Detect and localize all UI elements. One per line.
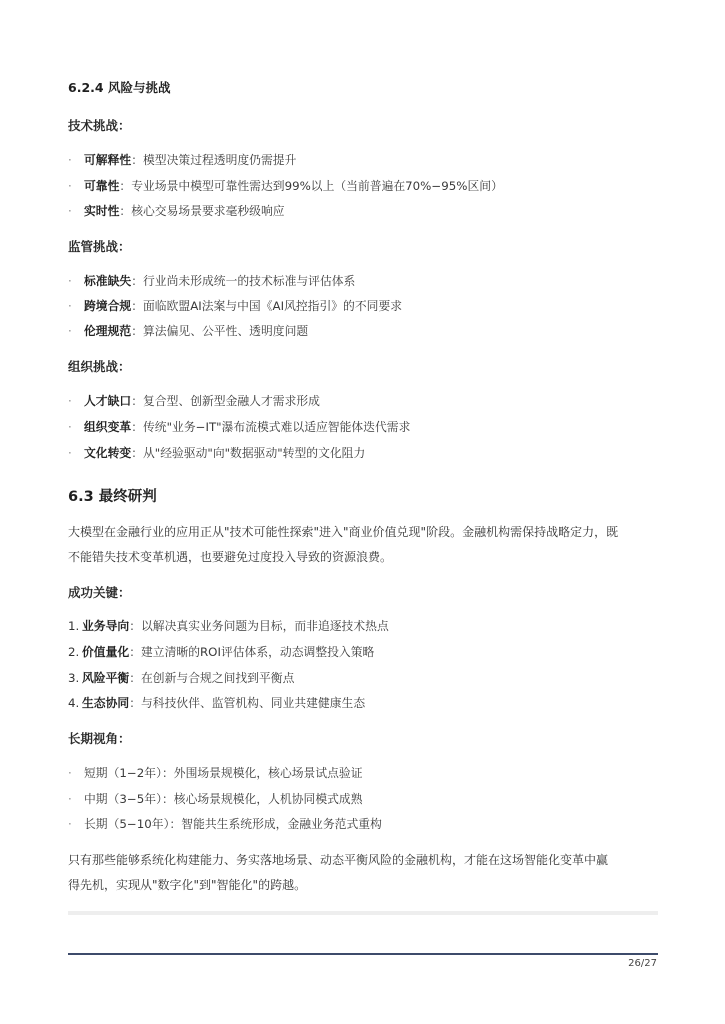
regulatory-challenges-label: 监管挑战： xyxy=(68,239,131,254)
bullet-dot: · xyxy=(68,817,72,831)
long-term-label: 长期视角： xyxy=(68,731,131,746)
bullet-dot: · xyxy=(68,792,72,806)
intro-paragraph: 大模型在金融行业的应用正从"技术可能性探索"进入"商业价值兑现"阶段。金融机构需保持战略定力，既 不能错失技术变革机遇，也要避免过度投入导致的资源浪费。 xyxy=(68,525,619,564)
bullet-dot: · xyxy=(68,324,72,338)
numbered-item: 1. 业务导向：以解决真实业务问题为目标，而非追逐技术热点 xyxy=(68,619,389,633)
page-number: 26/27 xyxy=(628,958,657,969)
success-keys-label: 成功关键： xyxy=(68,585,131,600)
footer-rule xyxy=(68,953,658,955)
bullet-dot: · xyxy=(68,420,72,434)
bullet-dot: · xyxy=(68,153,72,167)
bullet-dot: · xyxy=(68,274,72,288)
closing-paragraph: 只有那些能够系统化构建能力、务实落地场景、动态平衡风险的金融机构，才能在这场智能化变革中赢 得先机，实现从"数字化"到"智能化"的跨越。 xyxy=(68,853,609,892)
section-624-heading: 6.2.4 风险与挑战 xyxy=(68,80,171,95)
section-divider xyxy=(68,911,658,915)
bullet-dot: · xyxy=(68,179,72,193)
numbered-item: 4. 生态协同：与科技伙伴、监管机构、同业共建健康生态 xyxy=(68,696,366,710)
list-item: · 伦理规范：算法偏见、公平性、透明度问题 xyxy=(68,324,309,338)
section-63-heading: 6.3 最终研判 xyxy=(68,489,157,505)
list-item: · 长期（5−10年）：智能共生系统形成，金融业务范式重构 xyxy=(68,817,382,831)
list-item: · 可解释性：模型决策过程透明度仍需提升 xyxy=(68,153,297,167)
list-item: · 人才缺口：复合型、创新型金融人才需求形成 xyxy=(68,394,320,408)
bullet-dot: · xyxy=(68,299,72,313)
list-item: · 文化转变：从"经验驱动"向"数据驱动"转型的文化阻力 xyxy=(68,446,366,460)
list-item: · 实时性：核心交易场景要求毫秒级响应 xyxy=(68,204,285,218)
list-item: · 组织变革：传统"业务−IT"瀑布流模式难以适应智能体迭代需求 xyxy=(68,420,411,434)
tech-challenges-label: 技术挑战： xyxy=(68,118,131,133)
bullet-dot: · xyxy=(68,204,72,218)
list-item: · 可靠性：专业场景中模型可靠性需达到99%以上（当前普遍在70%−95%区间） xyxy=(68,179,503,193)
list-item: · 跨境合规：面临欧盟AI法案与中国《AI风控指引》的不同要求 xyxy=(68,299,403,313)
list-item: · 短期（1−2年）：外围场景规模化，核心场景试点验证 xyxy=(68,766,363,780)
list-item: · 中期（3−5年）：核心场景规模化，人机协同模式成熟 xyxy=(68,792,363,806)
numbered-item: 2. 价值量化：建立清晰的ROI评估体系，动态调整投入策略 xyxy=(68,645,375,659)
bullet-dot: · xyxy=(68,766,72,780)
bullet-dot: · xyxy=(68,394,72,408)
bullet-dot: · xyxy=(68,446,72,460)
org-challenges-label: 组织挑战： xyxy=(68,359,131,374)
list-item: · 标准缺失：行业尚未形成统一的技术标准与评估体系 xyxy=(68,274,356,288)
numbered-item: 3. 风险平衡：在创新与合规之间找到平衡点 xyxy=(68,671,295,685)
